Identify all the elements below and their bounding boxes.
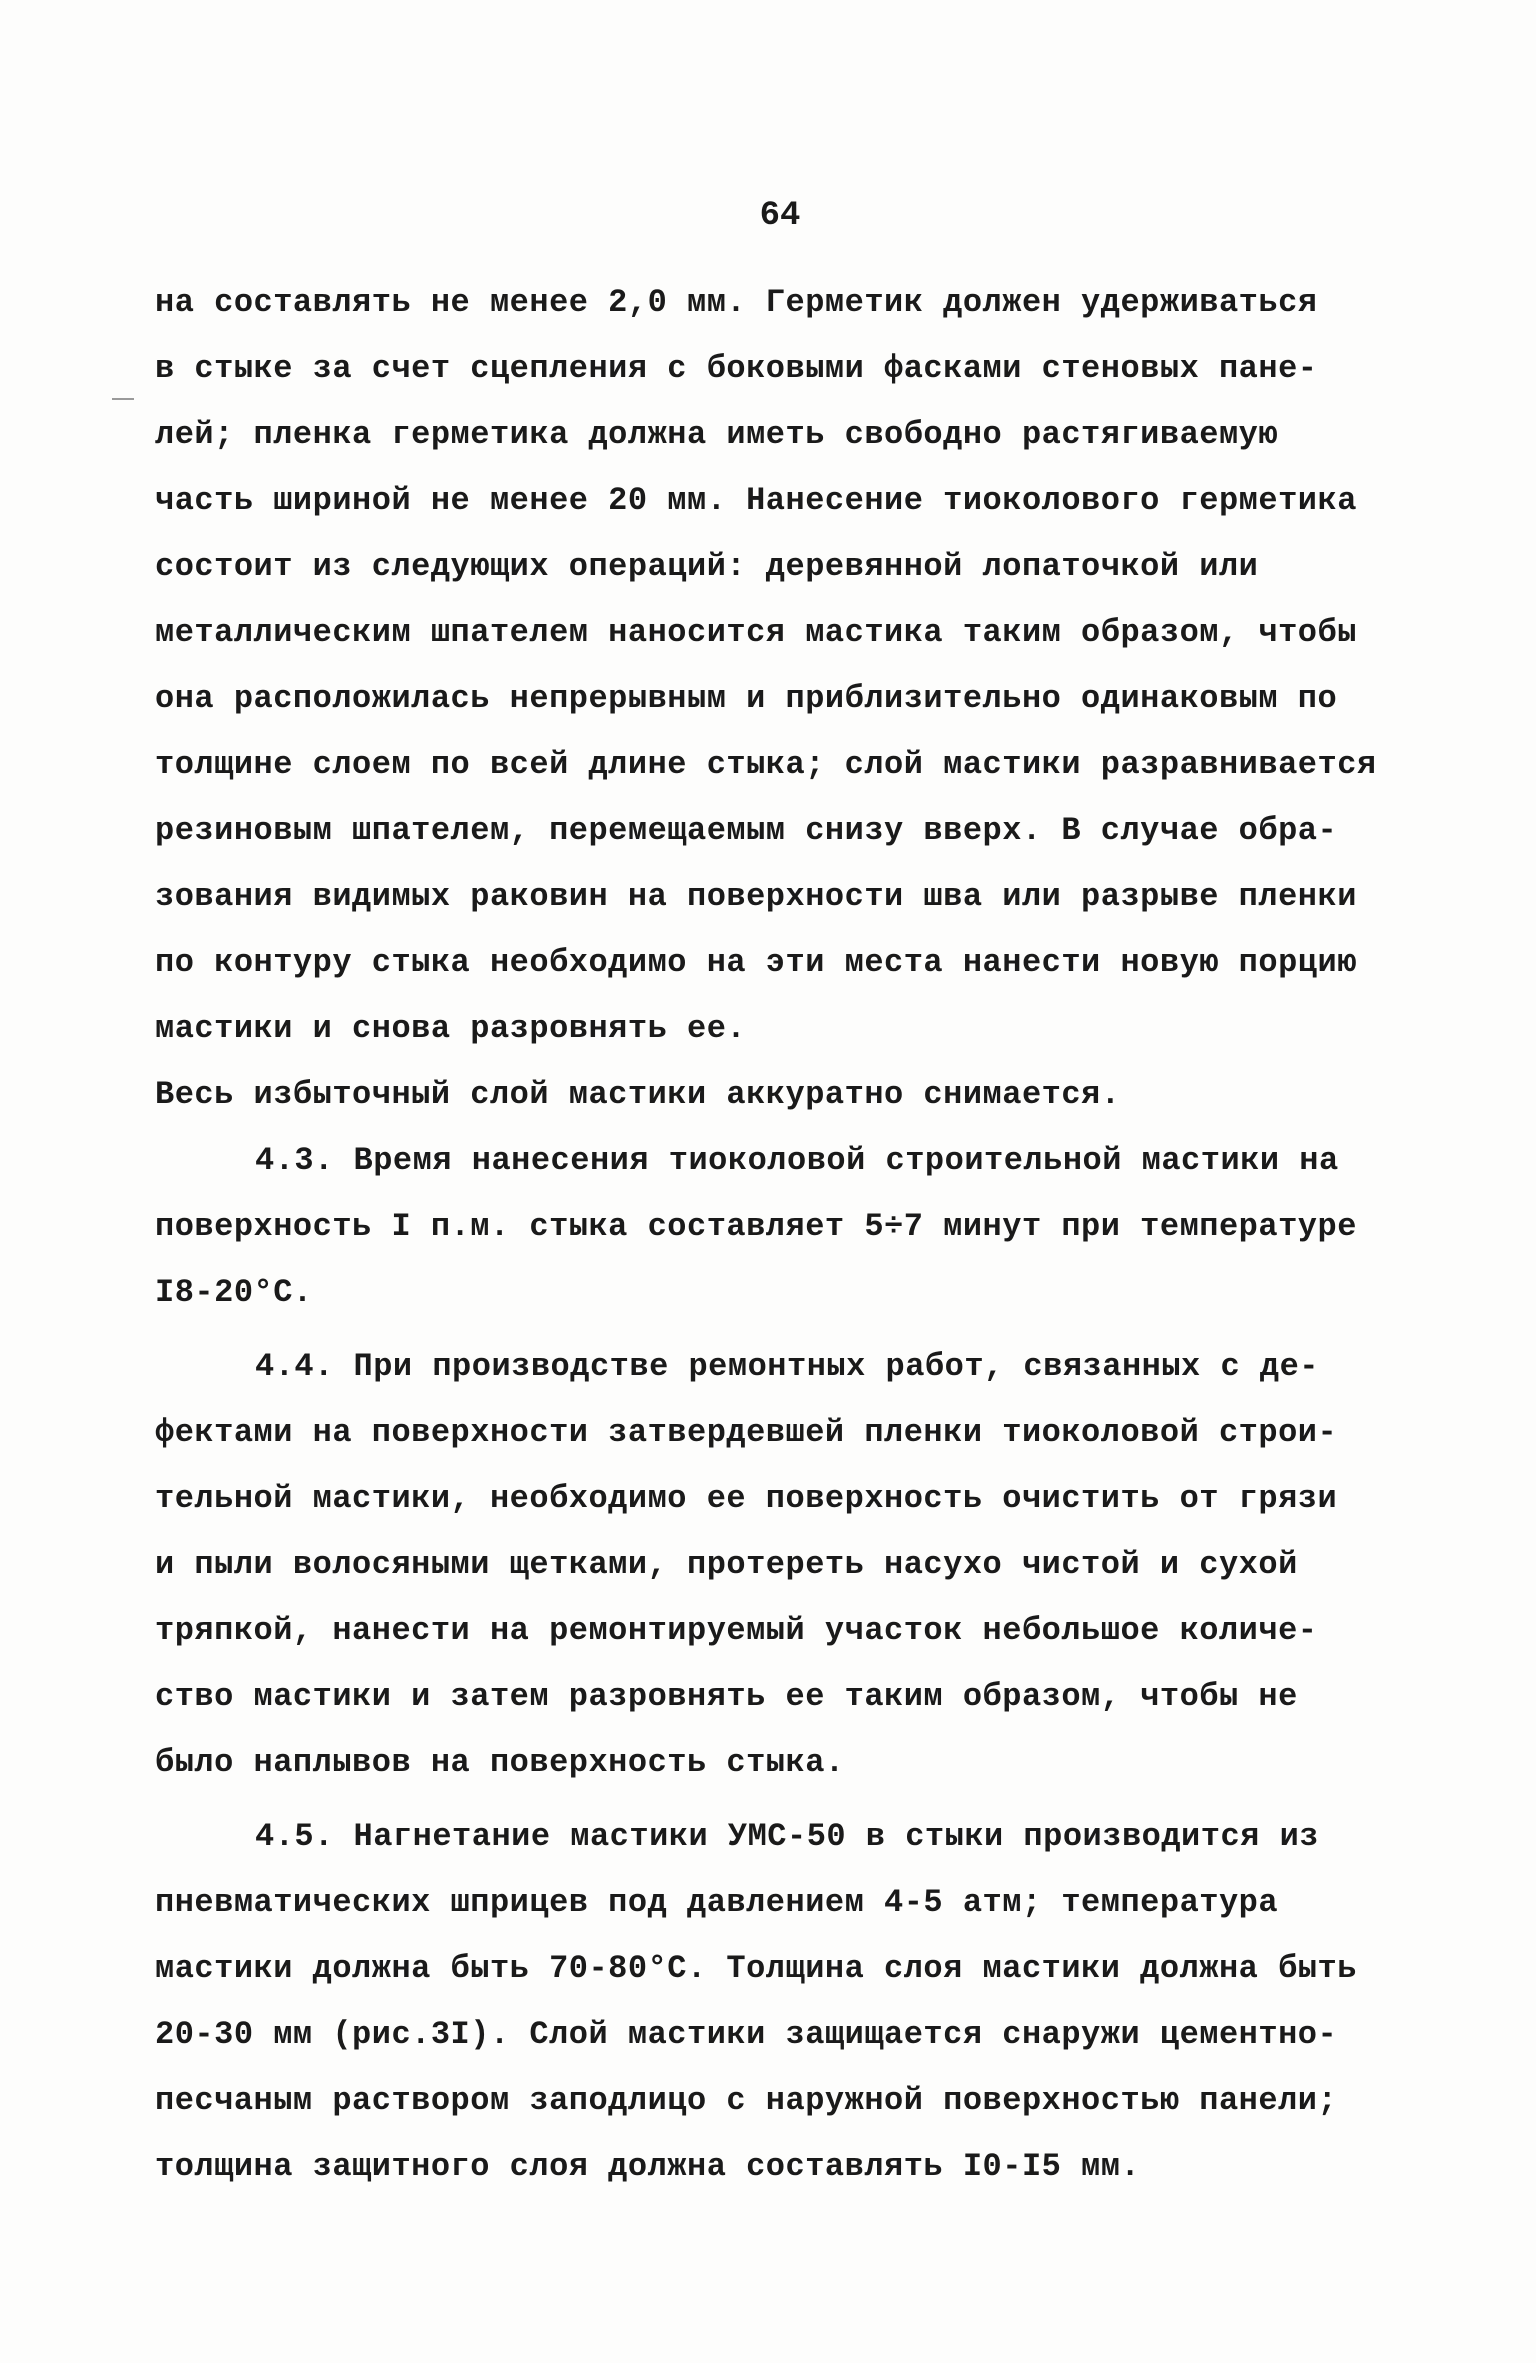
text-line: она расположилась непрерывным и приблизительно одинаковым по [155,680,1338,717]
text-line: 20-30 мм (рис.3I). Слой мастики защищается снаружи цементно- [155,2016,1338,2053]
text-line: пневматических шприцев под давлением 4-5 атм; температура [155,1884,1279,1921]
text-line: Весь избыточный слой мастики аккуратно снимается. [155,1076,1121,1113]
text-line: тряпкой, нанести на ремонтируемый участок небольшое количе- [155,1612,1318,1649]
text-line: тельной мастики, необходимо ее поверхность очистить от грязи [155,1480,1338,1517]
text-line: ство мастики и затем разровнять ее таким образом, чтобы не [155,1678,1298,1715]
text-line: и пыли волосяными щетками, протереть насухо чистой и сухой [155,1546,1298,1583]
section-4-3-heading-line: 4.3. Время нанесения тиоколовой строительной мастики на [255,1142,1339,1179]
text-line: I8-20°С. [155,1274,313,1311]
section-4-4-heading-line: 4.4. При производстве ремонтных работ, связанных с де- [255,1348,1319,1385]
text-line: состоит из следующих операций: деревянной лопаточкой или [155,548,1259,585]
text-line: песчаным раствором заподлицо с наружной поверхностью панели; [155,2082,1338,2119]
text-line: зования видимых раковин на поверхности шва или разрыве пленки [155,878,1357,915]
text-line: лей; пленка герметика должна иметь свободно растягиваемую [155,416,1279,453]
text-line: было наплывов на поверхность стыка. [155,1744,845,1781]
text-line: часть шириной не менее 20 мм. Нанесение тиоколового герметика [155,482,1357,519]
text-line: мастики и снова разровнять ее. [155,1010,747,1047]
paragraph-gap [155,1326,1405,1334]
text-line: металлическим шпателем наносится мастика таким образом, чтобы [155,614,1357,651]
body-text [155,270,1405,2200]
margin-mark [112,398,134,400]
text-line: поверхность I п.м. стыка составляет 5÷7 минут при температуре [155,1208,1357,1245]
text-line: толщине слоем по всей длине стыка; слой мастики разравнивается [155,746,1377,783]
page-number: 64 [759,197,801,235]
text-line: мастики должна быть 70-80°С. Толщина слоя мастики должна быть [155,1950,1357,1987]
text-line: в стыке за счет сцепления с боковыми фасками стеновых пане- [155,350,1318,387]
text-line: по контуру стыка необходимо на эти места нанести новую порцию [155,944,1357,981]
paragraph-gap [155,1796,1405,1804]
text-line: толщина защитного слоя должна составлять I0-I5 мм. [155,2148,1141,2185]
text-line: резиновым шпателем, перемещаемым снизу вверх. В случае обра- [155,812,1338,849]
text-line: на составлять не менее 2,0 мм. Герметик должен удерживаться [155,284,1318,321]
section-4-5-heading-line: 4.5. Нагнетание мастики УМС-50 в стыки производится из [255,1818,1319,1855]
text-line: фектами на поверхности затвердевшей пленки тиоколовой строи- [155,1414,1338,1451]
